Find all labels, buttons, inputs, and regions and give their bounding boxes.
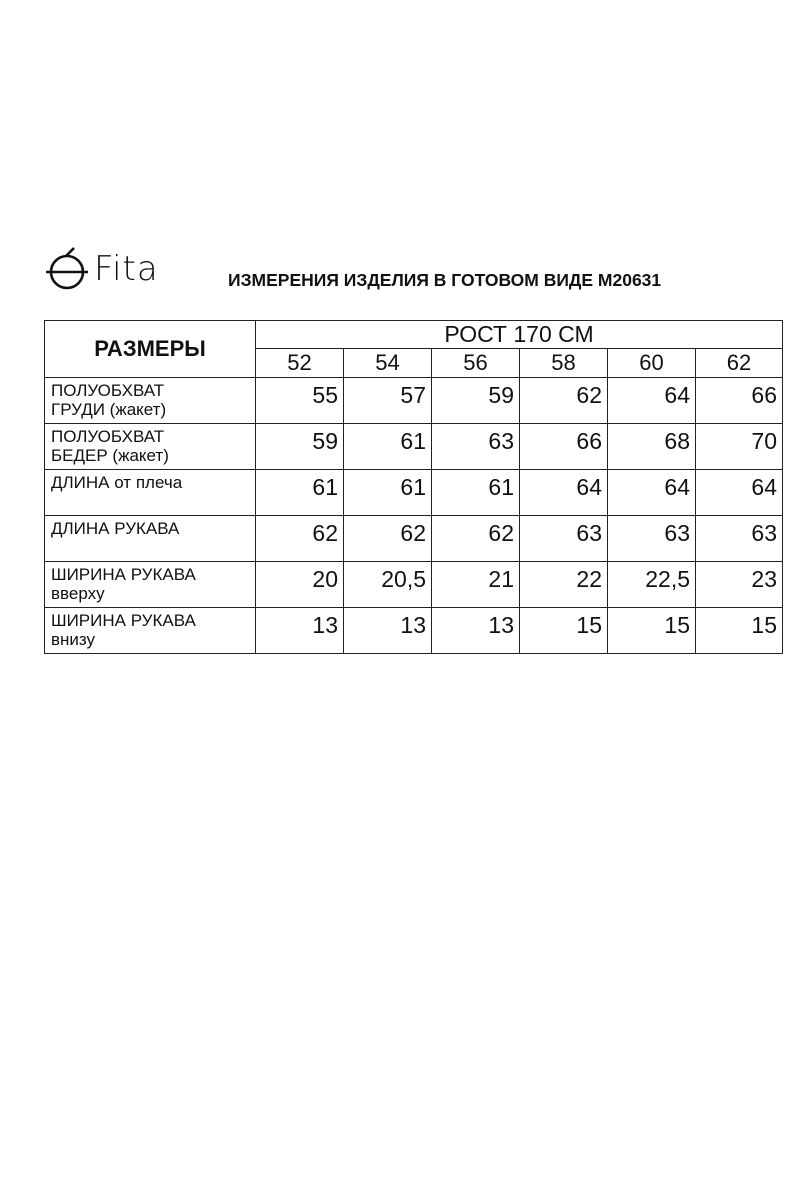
parameter-cell [45,378,256,424]
value-cell: 55 [256,378,344,424]
value-cell: 66 [520,424,608,470]
parameter-cell [45,516,256,562]
height-header: РОСТ 170 СМ [256,321,783,349]
fita-logo-icon [44,246,90,292]
value-cell: 59 [256,424,344,470]
value-cell: 13 [344,608,432,654]
document-title: ИЗМЕРЕНИЯ ИЗДЕЛИЯ В ГОТОВОМ ВИДЕ М20631 [228,270,662,290]
value-cell: 21 [432,562,520,608]
measurements-table [44,320,783,654]
value-cell: 20,5 [344,562,432,608]
table-header-row [45,321,783,349]
value-cell: 68 [608,424,696,470]
sizes-header: РАЗМЕРЫ [45,321,256,378]
parameter-cell [45,424,256,470]
value-cell: 20 [256,562,344,608]
value-cell: 64 [608,470,696,516]
value-cell: 61 [344,470,432,516]
table-row [45,378,783,424]
parameter-label: ШИРИНА РУКАВА [51,565,196,584]
value-cell: 13 [256,608,344,654]
table-row [45,424,783,470]
parameter-sublabel: внизу [51,630,96,649]
value-cell: 61 [344,424,432,470]
parameter-label: ПОЛУОБХВАТ [51,381,165,400]
parameter-cell [45,562,256,608]
value-cell: 13 [432,608,520,654]
value-cell: 62 [256,516,344,562]
value-cell: 15 [608,608,696,654]
value-cell: 62 [344,516,432,562]
value-cell: 61 [256,470,344,516]
table-row [45,562,783,608]
brand-name: Fita [94,249,159,289]
value-cell: 63 [696,516,783,562]
size-header-cell: 56 [432,349,520,378]
parameter-sublabel: ГРУДИ (жакет) [51,400,167,419]
parameter-cell [45,470,256,516]
value-cell: 66 [696,378,783,424]
brand-logo [44,246,174,292]
size-header-cell: 58 [520,349,608,378]
parameter-label: ДЛИНА от плеча [51,473,183,492]
table-row [45,516,783,562]
parameter-label: ШИРИНА РУКАВА [51,611,196,630]
value-cell: 62 [432,516,520,562]
table-body [45,378,783,654]
value-cell: 61 [432,470,520,516]
table-row [45,608,783,654]
size-header-cell: 54 [344,349,432,378]
value-cell: 62 [520,378,608,424]
parameter-label: ДЛИНА РУКАВА [51,519,180,538]
value-cell: 63 [432,424,520,470]
value-cell: 64 [608,378,696,424]
value-cell: 22 [520,562,608,608]
value-cell: 15 [696,608,783,654]
value-cell: 23 [696,562,783,608]
size-header-cell: 60 [608,349,696,378]
value-cell: 15 [520,608,608,654]
parameter-label: ПОЛУОБХВАТ [51,427,165,446]
size-header-cell: 52 [256,349,344,378]
parameter-cell [45,608,256,654]
value-cell: 59 [432,378,520,424]
parameter-sublabel: вверху [51,584,105,603]
value-cell: 64 [520,470,608,516]
table-row [45,470,783,516]
value-cell: 57 [344,378,432,424]
value-cell: 63 [520,516,608,562]
value-cell: 22,5 [608,562,696,608]
size-header-cell: 62 [696,349,783,378]
value-cell: 63 [608,516,696,562]
value-cell: 70 [696,424,783,470]
value-cell: 64 [696,470,783,516]
parameter-sublabel: БЕДЕР (жакет) [51,446,169,465]
